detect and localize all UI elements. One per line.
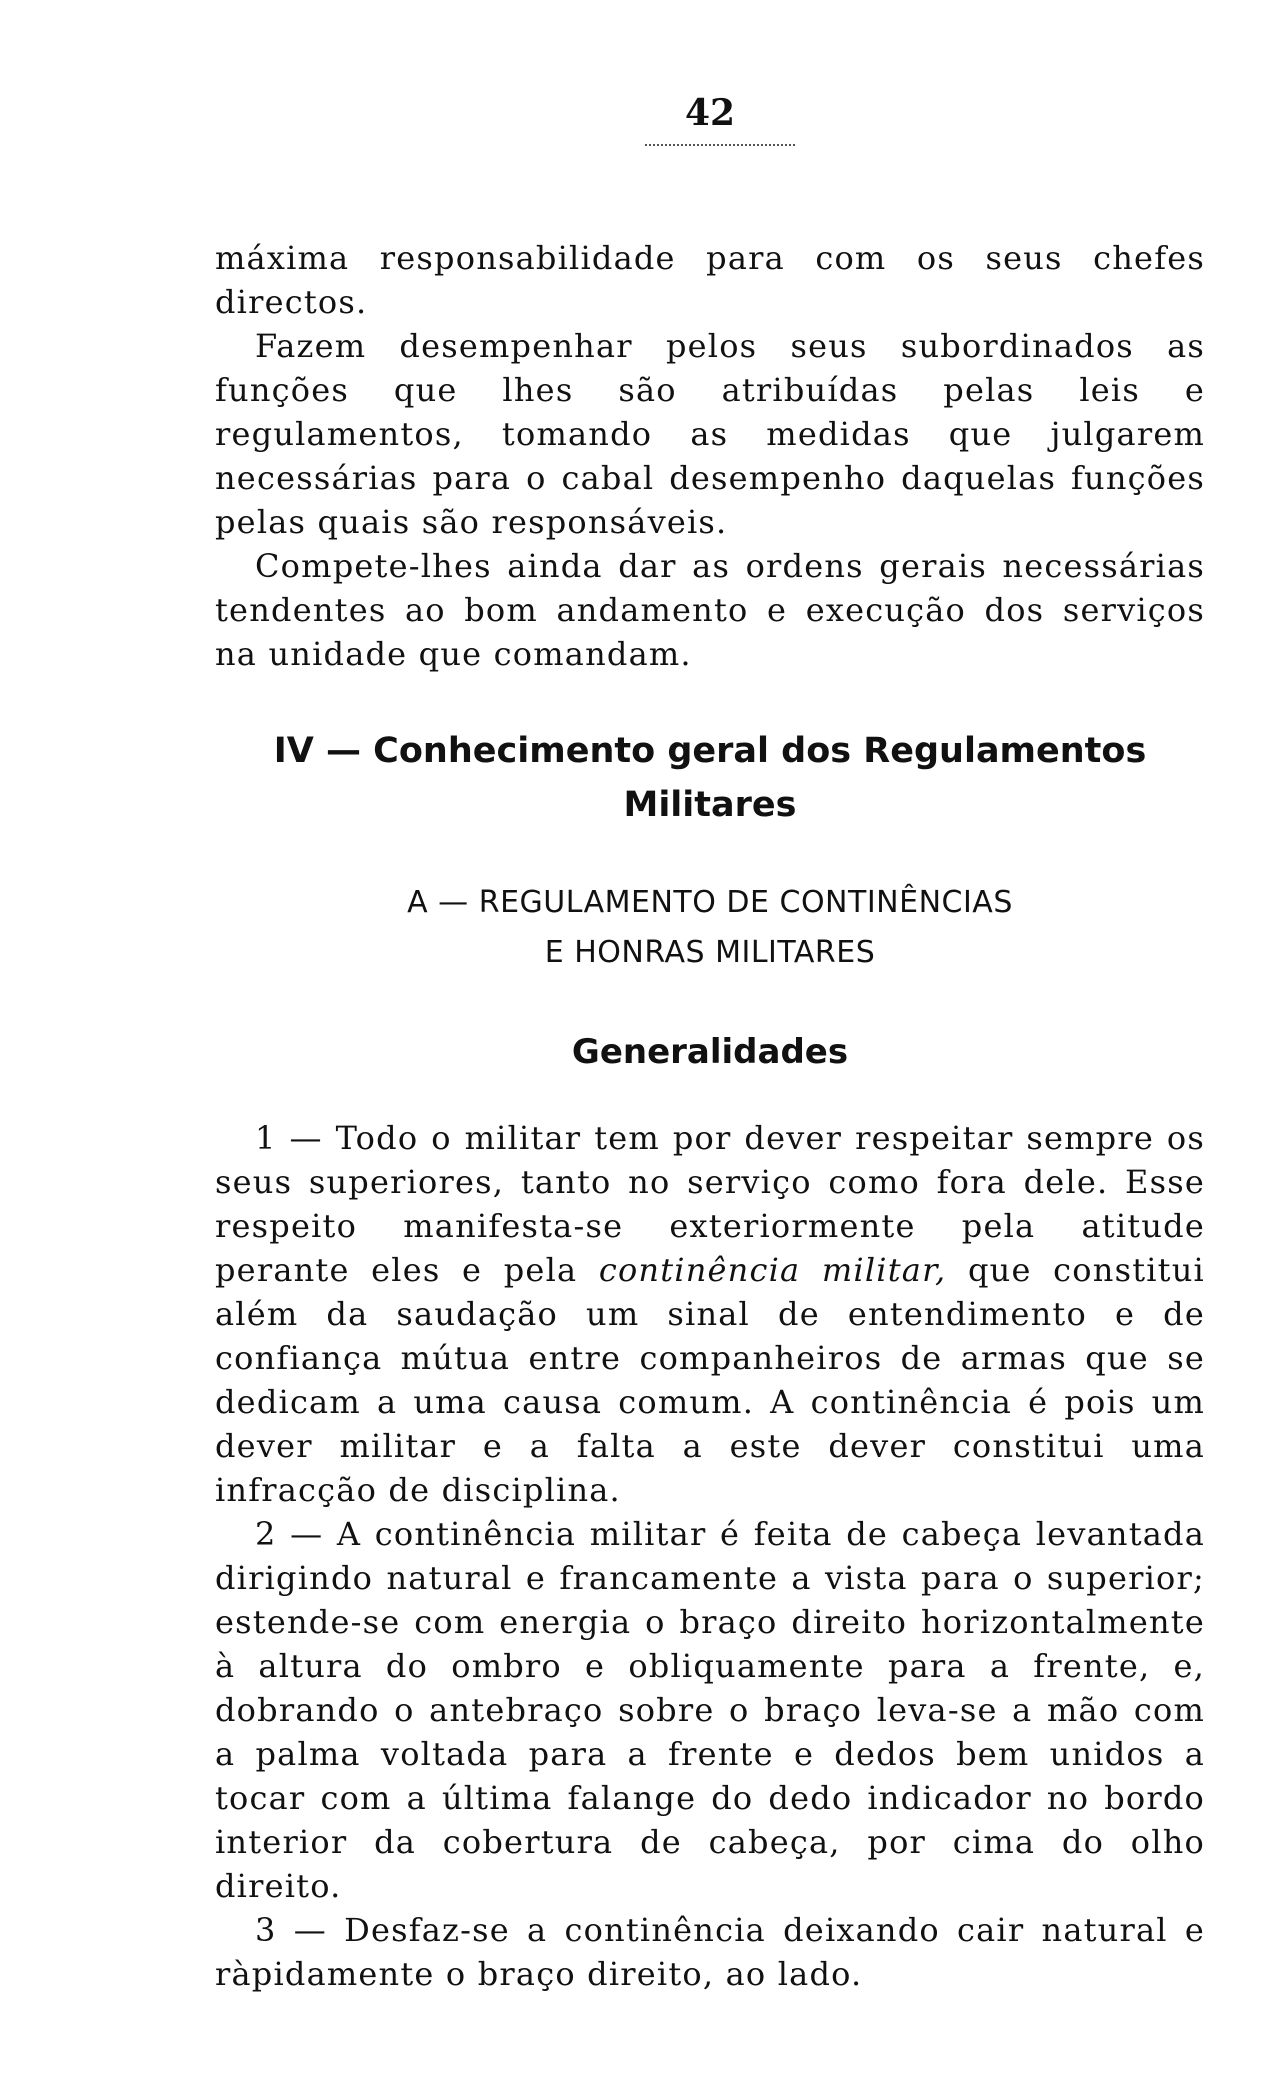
section-title xyxy=(215,878,1205,978)
section-title-line-1: A — REGULAMENTO DE CONTINÊNCIAS xyxy=(407,885,1013,920)
item-3: 3 — Desfaz-se a continência deixando cair natural e ràpidamente o braço direito, ao lado. xyxy=(215,1911,1205,1993)
intro-text xyxy=(215,236,1205,676)
page-number: 42 xyxy=(684,92,736,134)
item-2: 2 — A continência militar é feita de cabeça levantada dirigindo natural e francamente a vista para o superior; estende-se com energia o braço direito horizontalmente à altura do ombro e obliquamente para a frente, e, dobrando o antebraço sobre o braço leva-se a mão com a palma voltada para a frente e dedos bem unidos a tocar com a última falange do dedo indicador no bordo interior da cobertura de cabeça, por cima do olho direito. xyxy=(215,1515,1205,1905)
intro-paragraph-2: Fazem desempenhar pelos seus subordinados as funções que lhes são atribuídas pelas leis e regulamentos, tomando as medidas que julgarem necessárias para o cabal desempenho daquelas funções pelas quais são responsáveis. xyxy=(215,327,1205,541)
intro-paragraph-3: Compete-lhes ainda dar as ordens gerais necessárias tendentes ao bom andamento e execução dos serviços na unidade que comandam. xyxy=(215,547,1205,673)
chapter-title xyxy=(215,724,1205,832)
page-number-rule xyxy=(645,144,795,146)
chapter-title-line-2: Militares xyxy=(623,785,797,825)
chapter-title-line-1: IV — Conhecimento geral dos Regulamentos xyxy=(273,731,1147,771)
item-1 xyxy=(215,1116,1205,1512)
item-1-italic-term: continência militar, xyxy=(598,1251,947,1289)
intro-paragraph-1: máxima responsabilidade para com os seus chefes directos. xyxy=(215,239,1205,321)
section-title-line-2: E HONRAS MILITARES xyxy=(544,935,876,970)
numbered-items xyxy=(215,1116,1205,1996)
sub-heading: Generalidades xyxy=(571,1032,849,1072)
item-1-text-end: que constitui além da saudação um sinal de entendimento e de confiança mútua entre companheiros de armas que se dedicam a uma causa comum. A continência é pois um dever militar e a falta a este dever constitui uma infracção de disciplina. xyxy=(215,1251,1205,1509)
item-1-text-start: 1 — Todo o militar tem por dever respeitar sempre os seus superiores, tanto no serviço como fora dele. Esse respeito manifesta-se exteriormente pela atitude perante eles e pela xyxy=(215,1119,1205,1289)
